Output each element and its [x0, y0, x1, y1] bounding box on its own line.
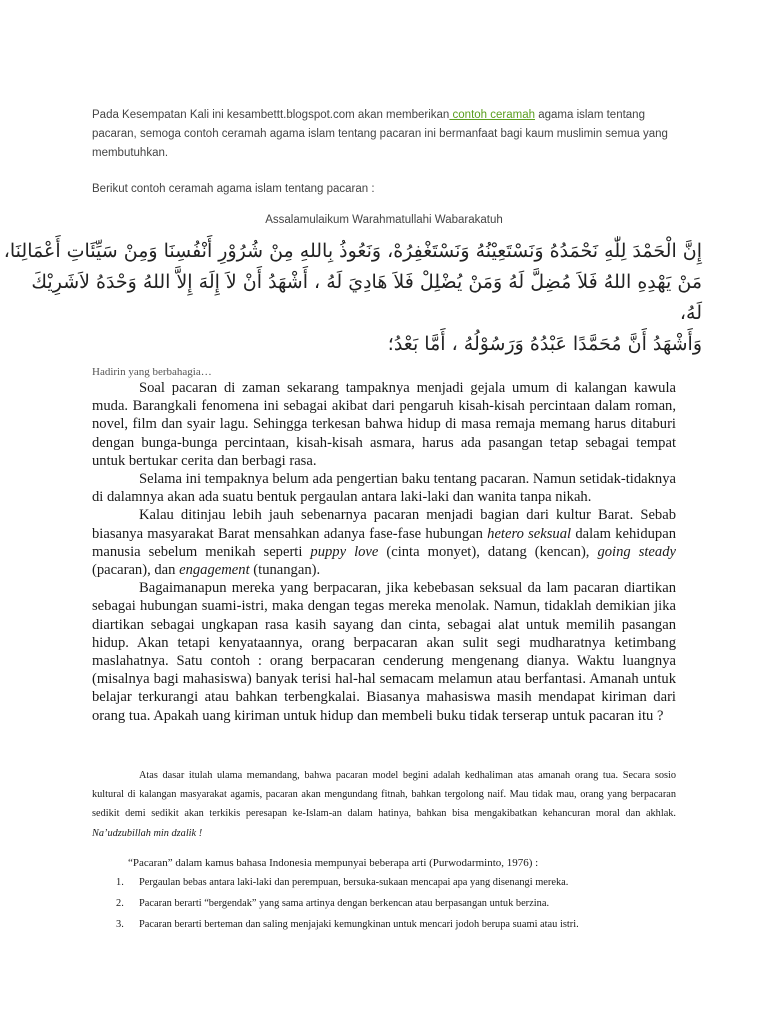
salam-line: Assalamulaikum Warahmatullahi Wabarakatuh — [265, 214, 503, 226]
definitions-title: “Pacaran” dalam kamus bahasa Indonesia mempunyai beberapa arti (Purwodarminto, 1976) : — [128, 857, 539, 869]
p5-text: Atas dasar itulah ulama memandang, bahwa pacaran model begini adalah kedhaliman atas amanah orang tua. Secara sosio kultural di kalangan masyarakat agamis, pacaran akan mengundang fitnah, bahkan tergolong naif. Mau tidak mau, orang yang berpacaran sedikit demi sedikit akan terkikis peresapan ke-Islam-an dalam hatinya, bahkan bisa mengakibatkan kehancuran moral dan akhlak. — [92, 770, 676, 820]
berikut-line: Berikut contoh ceramah agama islam tentang pacaran : — [92, 183, 375, 195]
arabic-line-3: لَهُ، — [679, 302, 702, 324]
arabic-line-4: وَأَشْهَدُ أَنَّ مُحَمَّدًا عَبْدُهُ وَرَسُوْلُهُ ، أَمَّا بَعْدُ؛ — [387, 333, 702, 355]
small-body — [92, 766, 676, 843]
p3-text-a: Kalau ditinjau lebih jauh sebenarnya pacaran menjadi bagian dari kultur Barat. Sebab biasanya masyarakat Barat mensahkan adanya fase-fase hubungan — [92, 507, 676, 542]
list-item-number: 3. — [116, 919, 124, 930]
intro-text-after: agama islam tentang pacaran, semoga contoh ceramah agama islam tentang pacaran ini bermanfaat bagi kaum muslimin semua yang membutuhkan. — [92, 109, 668, 159]
p3-italic-puppy: puppy love — [310, 543, 379, 560]
p3-italic-steady: going steady — [597, 543, 676, 560]
list-item — [92, 872, 676, 893]
list-item-text: Pacaran berarti berteman dan saling menjajaki kemungkinan untuk mencari jodoh berupa suami atau istri. — [139, 919, 579, 930]
paragraph-5 — [92, 766, 676, 843]
p5-italic: Na’udzubillah min dzalik ! — [92, 827, 203, 839]
list-item — [92, 914, 676, 935]
p3-text-d: (pacaran), dan — [92, 562, 180, 579]
p3-text-c: (cinta monyet), datang (kencan), — [378, 543, 598, 560]
p3-text-b: dalam kehidupan manusia sebelum menikah seperti — [92, 525, 676, 560]
intro-text-before: Pada Kesempatan Kali ini kesambettt.blogspot.com akan memberikan — [92, 109, 450, 121]
list-item — [92, 893, 676, 914]
definitions-list — [92, 872, 676, 935]
list-item-number: 1. — [116, 877, 124, 888]
arabic-opening — [3, 236, 702, 360]
main-body — [92, 379, 676, 725]
arabic-line-1: إِنَّ الْحَمْدَ لِلّٰهِ نَحْمَدُهُ وَنَسْتَعِيْنُهُ وَنَسْتَغْفِرُهْ، وَنَعُوذُ بِاللهِ مِنْ شُرُوْرِ أَنْفُسِنَا وَمِنْ سَيِّئَاتِ أَعْمَالِنَا، — [3, 240, 702, 262]
arabic-line-2: مَنْ يَهْدِهِ اللهُ فَلاَ مُضِلَّ لَهُ وَمَنْ يُضْلِلْ فَلاَ هَادِيَ لَهُ ، أَشْهَدُ أَنْ لاَ إِلَهَ إِلاَّ اللهُ وَحْدَهُ لاَشَرِيْكَ — [31, 271, 702, 293]
intro-paragraph — [92, 106, 682, 163]
hadirin-heading: Hadirin yang berbahagia… — [92, 366, 212, 378]
list-item-number: 2. — [116, 898, 124, 909]
paragraph-1: Soal pacaran di zaman sekarang tampaknya menjadi gejala umum di kalangan kawula muda. Barangkali fenomena ini sebagai akibat dari pengaruh kisah-kisah percintaan dalam roman, novel, film dan syair lagu. Sehingga terkesan bahwa hidup di masa remaja memang harus ditaburi dengan bunga-bunga percintaan, kisah-kisah asmara, harus ada pasangan tetap sebagai tempat untuk bertukar cerita dan berbagi rasa. — [92, 380, 676, 469]
contoh-ceramah-link[interactable]: contoh ceramah — [449, 109, 536, 121]
p3-italic-hetero: hetero seksual — [487, 525, 572, 542]
p3-italic-engagement: engagement — [179, 562, 250, 579]
list-item-text: Pergaulan bebas antara laki-laki dan perempuan, bersuka-sukaan mencapai apa yang disenangi mereka. — [139, 877, 569, 888]
p3-text-e: (tunangan). — [249, 562, 321, 579]
paragraph-3 — [92, 506, 676, 579]
list-item-text: Pacaran berarti “bergendak” yang sama artinya dengan berkencan atau berpasangan untuk berzina. — [139, 898, 550, 909]
paragraph-4: Bagaimanapun mereka yang berpacaran, jika kebebasan seksual da lam pacaran diartikan sebagai hubungan suami-istri, maka dengan tegas mereka menolak. Namun, tidaklah demikian jika diartikan sebagai ungkapan rasa kasih sayang dan cinta, sebagai alat untuk memilih pasangan hidup. Akan tetapi kenyataannya, orang berpacaran akan sulit segi mudharatnya ketimbang maslahatnya. Satu contoh : orang berpacaran cenderung mengenang dianya. Waktu luangnya (misalnya bagi mahasiswa) banyak terisi hal-hal semacam melamun atau berfantasi. Amanah untuk belajar terkurangi atau bahkan terbengkalai. Biasanya mahasiswa masih mendapat kiriman dari orang tua. Apakah uang kiriman untuk hidup dan membeli buku tidak terserap untuk pacaran itu ? — [92, 580, 676, 724]
paragraph-2: Selama ini tempaknya belum ada pengertian baku tentang pacaran. Namun setidak-tidaknya di dalamnya akan ada suatu bentuk pergaulan antara laki-laki dan wanita tanpa nikah. — [92, 471, 676, 506]
